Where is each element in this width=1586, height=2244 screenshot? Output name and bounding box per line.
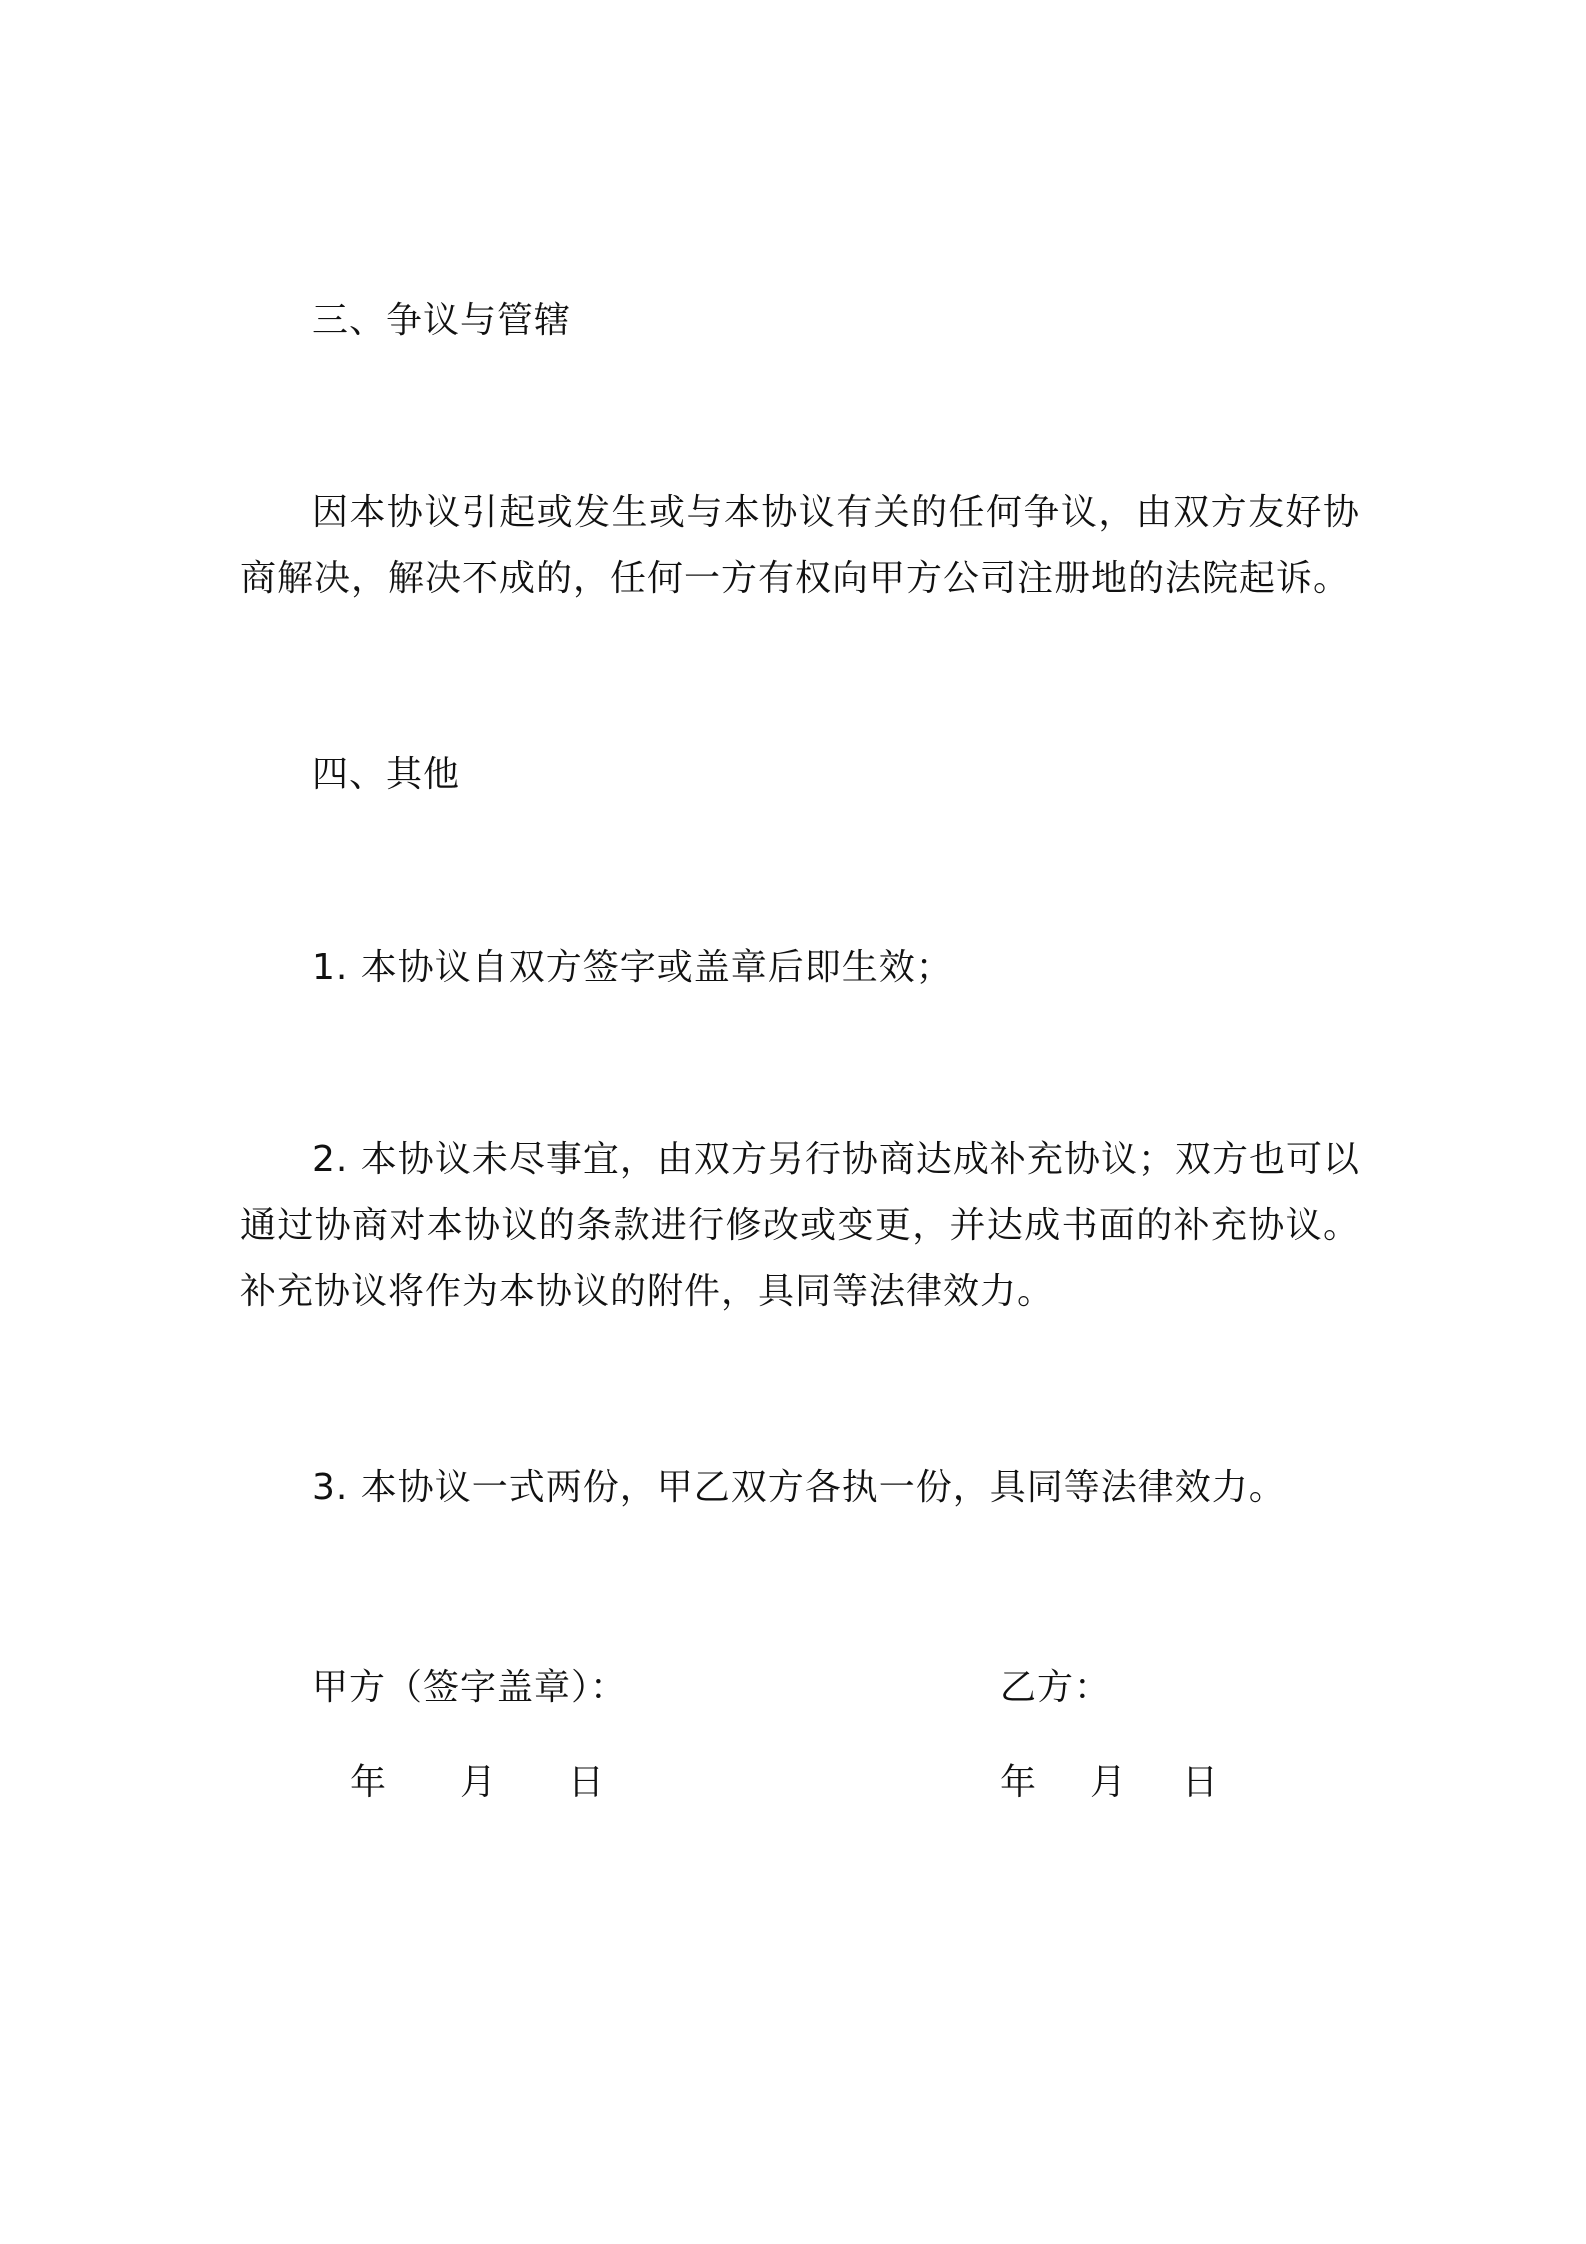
section-4-item-3: 3. 本协议一式两份，甲乙双方各执一份，具同等法律效力。	[312, 1467, 1286, 1508]
party-b-month-label: 月	[1090, 1762, 1127, 1803]
section-4-item-2: 2. 本协议未尽事宜，由双方另行协商达成补充协议；双方也可以通过协商对本协议的条款进行修改或变更，并达成书面的补充协议。补充协议将作为本协议的附件，具同等法律效力。	[240, 1139, 1360, 1312]
section-4-heading: 四、其他	[312, 754, 461, 795]
party-a-signature-label: 甲方（签字盖章）：	[312, 1667, 628, 1708]
party-a-day-label: 日	[568, 1762, 605, 1803]
section-3-heading: 三、争议与管辖	[312, 300, 572, 341]
party-b-day-label: 日	[1182, 1762, 1219, 1803]
section-4-item-1: 1. 本协议自双方签字或盖章后即生效；	[312, 947, 953, 988]
party-b-year-label: 年	[1000, 1762, 1037, 1803]
party-a-month-label: 月	[460, 1762, 497, 1803]
party-b-signature-label: 乙方：	[1000, 1667, 1112, 1708]
section-3-body: 因本协议引起或发生或与本协议有关的任何争议，由双方友好协商解决，解决不成的，任何一方有权向甲方公司注册地的法院起诉。	[240, 492, 1360, 599]
party-a-year-label: 年	[350, 1762, 387, 1803]
party-b-date-line	[0, 1750, 1586, 1816]
